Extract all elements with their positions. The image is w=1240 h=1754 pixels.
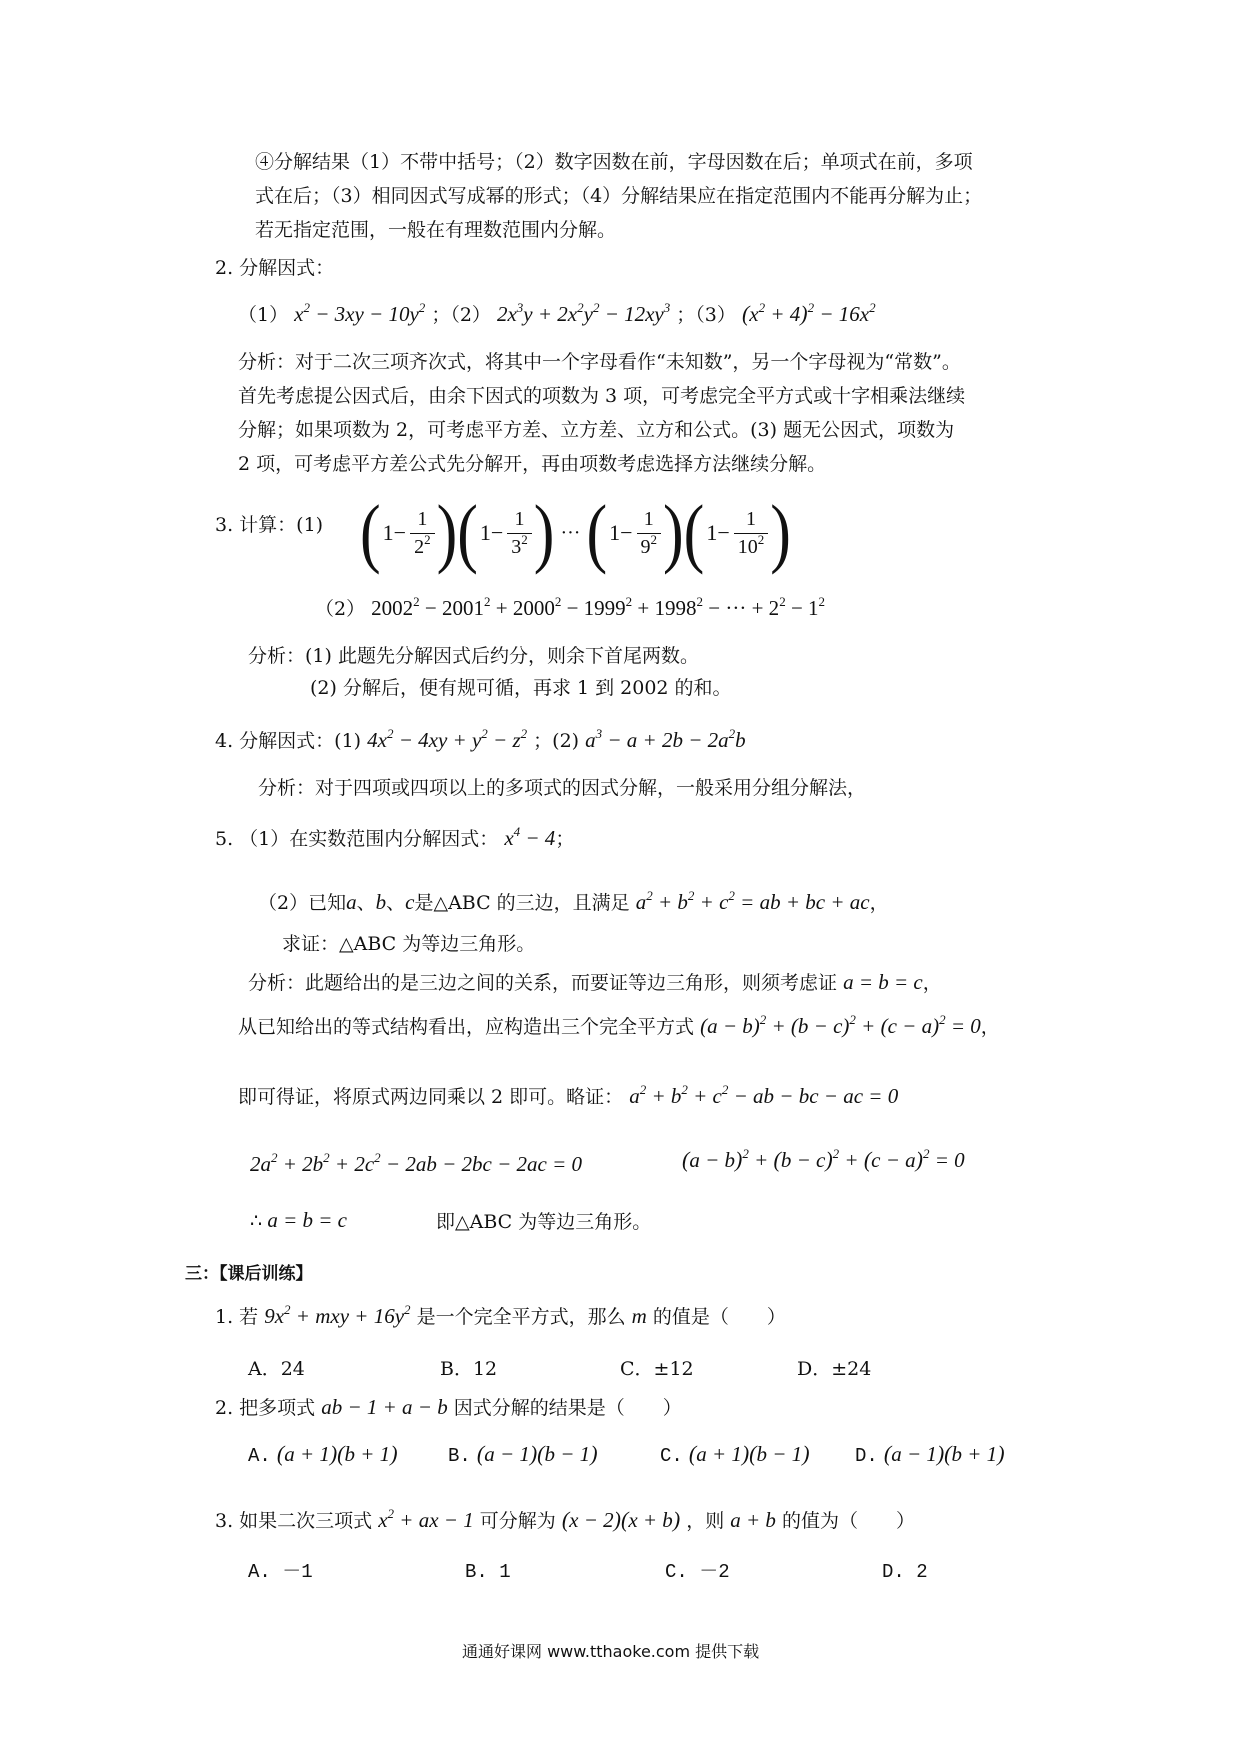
ex3-option-d[interactable]: D. 2 (882, 1561, 928, 1583)
q5-prove: 求证：△ABC 为等边三角形。 (282, 933, 536, 955)
intro-line-3: 若无指定范围，一般在有理数范围内分解。 (255, 219, 617, 241)
q5-part-2: （2）已知a、b、c是△ABC 的三边，且满足 $a^2 + b^2 + c^2$ = ab + bc + ac， (258, 888, 889, 914)
q5-therefore: ∴ a = b = c (250, 1208, 348, 1232)
ex1-option-d[interactable]: D．±24 (797, 1358, 872, 1380)
q5-analysis-3: 即可得证，将原式两边同乘以 2 即可。略证： $a^2 + b^2 + c^2$ − ab − bc − ac = 0 (238, 1082, 899, 1108)
q5-analysis-2: 从已知给出的等式结构看出，应构造出三个完全平方式 $(a - b)^2 + (b - c)^2 + (c - a)^2 = 0$， (238, 1012, 1000, 1038)
ex2-option-b[interactable]: B. (a − 1)(b − 1) (448, 1441, 598, 1467)
ex2-option-d[interactable]: D. (a − 1)(b + 1) (855, 1441, 1005, 1467)
q2-analysis-4: 2 项，可考虑平方差公式先分解开，再由项数考虑选择方法继续分解。 (238, 453, 827, 475)
intro-line-1: ④分解结果（1）不带中括号；（2）数字因数在前，字母因数在后；单项式在前，多项 (255, 151, 973, 173)
q5-analysis-1: 分析：此题给出的是三边之间的关系，而要证等边三角形，则须考虑证 a = b = c， (248, 970, 942, 994)
q2-analysis-3: 分解；如果项数为 2，可考虑平方差、立方差、立方和公式。(3) 题无公因式，项数为 (238, 419, 955, 441)
ex1-option-c[interactable]: C．±12 (620, 1358, 694, 1380)
q2-title: 2. 分解因式： (215, 257, 335, 279)
ex2-option-a[interactable]: A. (a + 1)(b + 1) (248, 1441, 398, 1467)
section-heading: 三：【课后训练】 (185, 1264, 313, 1284)
q2-analysis-1: 分析：对于二次三项齐次式，将其中一个字母看作“未知数”，另一个字母视为“常数”。 (238, 351, 961, 373)
q3-part-2: （2） $2002^2 - 2001^2 + 2000^2 - 1999^2 + 1998^2$ − ··· + $2^2 - 1^2$ (315, 594, 826, 620)
q2-parts: （1） $x^2 - 3xy - 10y^2$ ；（2） $2x^3y + 2x^2y^2 - 12xy^3$ ；（3） $(x^2 + 4)^2 - 16x^2$ (238, 300, 876, 326)
ex1-option-a[interactable]: A．24 (248, 1358, 305, 1380)
footer-text: 通通好课网 www.tthaoke.com 提供下载 (462, 1642, 760, 1661)
q3-product-expression: ( 1− $\frac{1}{2^2}$ )( 1− $\frac{1}{3^2}$ ) ··· ( 1− $\frac{1}{9^2}$ )( 1− $\frac{1}{10^2}$ ) (360, 490, 791, 576)
ex2-stem: 2. 把多项式 ab − 1 + a − b 因式分解的结果是（ ） (215, 1395, 682, 1419)
q3-analysis-2: (2) 分解后，便有规可循，再求 1 到 2002 的和。 (310, 677, 732, 699)
ex3-stem: 3. 如果二次三项式 $x^2$ + ax − 1 可分解为 (x − 2)(x + b) ，则 a + b 的值为（ ） (215, 1506, 915, 1532)
q3-analysis-1: 分析：(1) 此题先分解因式后约分，则余下首尾两数。 (248, 645, 699, 667)
ex3-option-c[interactable]: C. －2 (665, 1561, 730, 1583)
q3-title: 3. 计算：(1) (215, 514, 324, 536)
ex3-option-a[interactable]: A. －1 (248, 1561, 313, 1583)
q5-title: 5. （1）在实数范围内分解因式： $x^4 - 4$； (215, 824, 575, 850)
q5-step-1: $2a^2 + 2b^2 + 2c^2 - 2ab - 2bc - 2ac = 0$ (250, 1150, 583, 1176)
ex1-option-b[interactable]: B．12 (440, 1358, 498, 1380)
q2-analysis-2: 首先考虑提公因式后，由余下因式的项数为 3 项，可考虑完全平方式或十字相乘法继续 (238, 385, 966, 407)
ex3-option-b[interactable]: B. 1 (465, 1561, 511, 1583)
q5-conclusion: 即△ABC 为等边三角形。 (436, 1211, 652, 1233)
ex1-stem: 1. 若 $9x^2$ + mxy + $16y^2$ 是一个完全平方式，那么 m 的值是（ ） (215, 1302, 786, 1328)
q4-analysis: 分析：对于四项或四项以上的多项式的因式分解，一般采用分组分解法， (258, 777, 867, 799)
intro-line-2: 式在后；（3）相同因式写成幂的形式；（4）分解结果应在指定范围内不能再分解为止； (255, 185, 983, 207)
ex2-option-c[interactable]: C. (a + 1)(b − 1) (660, 1441, 810, 1467)
q4-title: 4. 分解因式：(1) $4x^2 - 4xy + y^2 - z^2$ ；(2) $a^3 - a + 2b - 2a^2b$ (215, 726, 746, 752)
q5-step-2: $(a - b)^2 + (b - c)^2 + (c - a)^2 = 0$ (682, 1146, 965, 1172)
